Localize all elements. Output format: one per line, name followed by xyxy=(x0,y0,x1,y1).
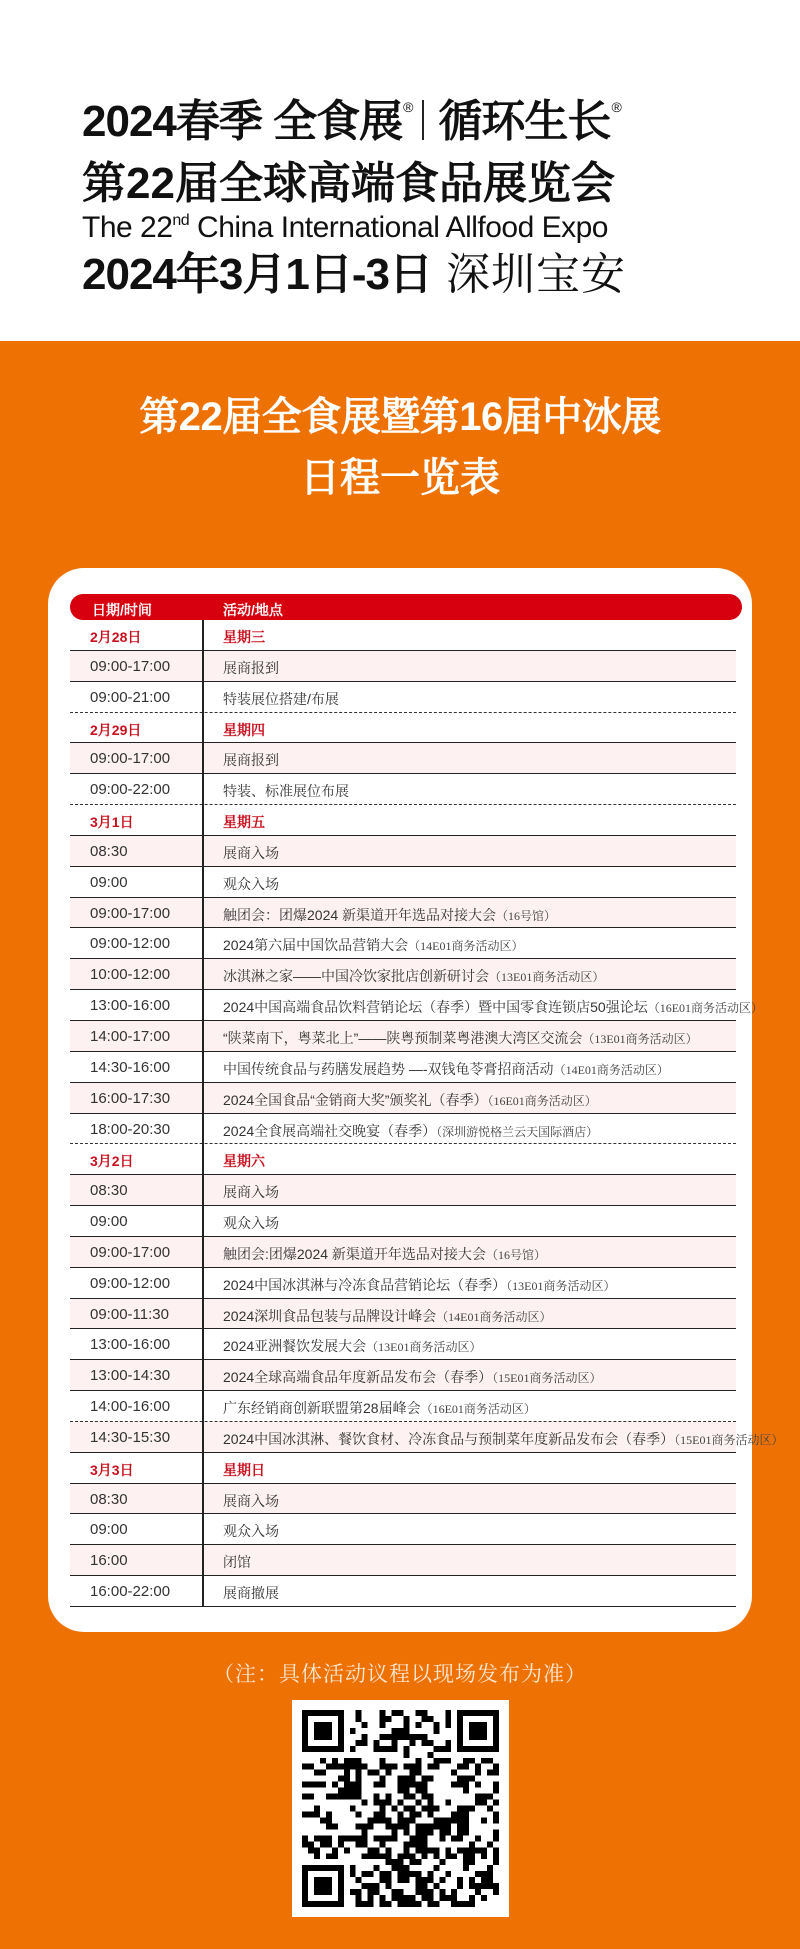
row-activity xyxy=(223,1367,602,1387)
day-weekday xyxy=(223,1460,265,1480)
row-activity xyxy=(223,966,604,986)
header-line-brand xyxy=(82,97,621,146)
table-row xyxy=(70,1114,736,1145)
activity-name: 观众入场 xyxy=(223,875,279,892)
row-activity xyxy=(223,689,339,709)
table-row xyxy=(70,1329,736,1360)
activity-name: 2024中国高端食品饮料营销论坛（春季）暨中国零食连锁店50强论坛 xyxy=(223,999,648,1016)
day-header-row xyxy=(70,1144,736,1175)
row-activity xyxy=(223,874,279,894)
row-time: 13:00-14:30 xyxy=(90,1367,171,1385)
row-time: 09:00-21:00 xyxy=(90,688,171,706)
row-time: 08:30 xyxy=(90,842,128,860)
table-row xyxy=(70,1484,736,1515)
day-date: 2月29日 xyxy=(90,721,142,738)
separator-bar xyxy=(422,100,424,140)
day-weekday xyxy=(223,812,265,832)
day-header-row xyxy=(70,713,736,744)
table-row xyxy=(70,1237,736,1268)
row-activity xyxy=(223,1552,251,1572)
activity-location: （16E01商务活动区） xyxy=(420,1402,536,1417)
row-activity xyxy=(223,1336,482,1356)
qr-code-icon xyxy=(292,1700,509,1917)
activity-name: 2024全球高端食品年度新品发布会（春季） xyxy=(223,1369,493,1386)
activity-name: 2024全国食品“金销商大奖”颁奖礼（春季） xyxy=(223,1091,488,1108)
activity-name: 观众入场 xyxy=(223,1215,279,1232)
day-date: 2月28日 xyxy=(90,629,142,645)
table-header xyxy=(70,594,742,620)
table-row xyxy=(70,1021,736,1052)
activity-name: 星期五 xyxy=(223,814,265,831)
activity-name: 特装展位搭建/布展 xyxy=(223,690,339,707)
registered-mark: ® xyxy=(403,99,413,115)
row-activity xyxy=(223,1090,597,1110)
header-season: 2024春季 xyxy=(82,97,274,146)
table-row xyxy=(70,928,736,959)
activity-location: （15E01商务活动区） xyxy=(492,1371,602,1386)
row-time: 09:00 xyxy=(90,1213,128,1231)
day-header-row xyxy=(70,805,736,836)
activity-name: 展商报到 xyxy=(223,659,279,676)
row-time: 16:00-17:30 xyxy=(90,1089,171,1107)
row-activity xyxy=(223,1028,698,1048)
row-activity xyxy=(223,1182,279,1202)
activity-name: 2024深圳食品包装与品牌设计峰会 xyxy=(223,1307,437,1324)
day-header-row xyxy=(70,1453,736,1484)
table-row xyxy=(70,1268,736,1299)
table-row xyxy=(70,1391,736,1422)
row-time: 16:00 xyxy=(90,1552,128,1570)
row-time: 14:00-16:00 xyxy=(90,1398,171,1416)
table-row xyxy=(70,1206,736,1237)
row-time: 09:00-22:00 xyxy=(90,781,171,799)
row-activity xyxy=(223,1121,598,1141)
row-time: 13:00-16:00 xyxy=(90,1336,171,1354)
row-activity xyxy=(223,1429,784,1449)
header-line-expo-cn: 第22届全球高端食品展览会 xyxy=(82,159,615,208)
footnote: （注：具体活动议程以现场发布为准） xyxy=(213,1663,587,1686)
row-time: 09:00-17:00 xyxy=(90,657,171,675)
row-activity xyxy=(223,905,556,925)
table-row xyxy=(70,1175,736,1206)
table-row xyxy=(70,1299,736,1330)
row-time: 10:00-12:00 xyxy=(90,966,171,984)
slogan: 循环生长 xyxy=(438,97,611,146)
day-weekday xyxy=(223,1151,265,1171)
row-activity xyxy=(223,1398,536,1418)
row-time: 09:00-12:00 xyxy=(90,1274,171,1292)
row-time: 09:00-12:00 xyxy=(90,935,171,953)
row-time: 09:00-11:30 xyxy=(90,1305,169,1323)
activity-name: 触团会：团爆2024 新渠道开年选品对接大会 xyxy=(223,906,497,923)
activity-location: （13E01商务活动区） xyxy=(506,1278,616,1293)
activity-name: 特装、标准展位布展 xyxy=(223,783,349,800)
activity-name: 2024第六届中国饮品营销大会 xyxy=(223,937,409,954)
activity-name: 闭馆 xyxy=(223,1554,251,1571)
activity-location: （16E01商务活动区） xyxy=(647,1001,764,1016)
day-weekday xyxy=(223,720,265,740)
activity-name: 2024亚洲餐饮发展大会 xyxy=(223,1338,367,1355)
row-activity xyxy=(223,658,279,678)
row-time: 14:30-16:00 xyxy=(90,1058,171,1076)
row-time: 08:30 xyxy=(90,1490,128,1508)
row-activity xyxy=(223,1491,279,1511)
row-activity xyxy=(223,750,279,770)
row-activity xyxy=(223,1213,279,1233)
day-weekday xyxy=(223,627,265,647)
row-activity xyxy=(223,1521,279,1541)
table-row xyxy=(70,867,736,898)
row-time: 14:00-17:00 xyxy=(90,1027,171,1045)
column-header-datetime: 日期/时间 xyxy=(92,602,152,618)
row-time: 09:00 xyxy=(90,873,128,891)
activity-location: （16号馆） xyxy=(496,908,557,923)
activity-name: 展商报到 xyxy=(223,752,279,769)
row-activity xyxy=(223,1275,616,1295)
row-activity xyxy=(223,1059,669,1079)
qr-code-graphic xyxy=(302,1710,499,1907)
row-activity xyxy=(223,1244,546,1264)
activity-name: 展商入场 xyxy=(223,844,279,861)
activity-name: 2024全食展高端社交晚宴（春季） xyxy=(223,1122,437,1139)
expo-dates: 2024年3月1日-3日 xyxy=(82,250,432,299)
table-row xyxy=(70,1576,736,1607)
table-row xyxy=(70,1422,784,1453)
day-date: 3月3日 xyxy=(90,1461,134,1478)
activity-name: 冰淇淋之家——中国冷饮家批店创新研讨会 xyxy=(223,968,489,985)
activity-location: （13E01商务活动区） xyxy=(366,1340,482,1355)
activity-name: 2024中国冰淇淋、餐饮食材、冷冻食品与预制菜年度新品发布会（春季） xyxy=(223,1430,675,1447)
activity-location: （15E01商务活动区） xyxy=(674,1432,784,1447)
activity-name: 星期六 xyxy=(223,1153,265,1170)
activity-name: 展商入场 xyxy=(223,1492,279,1509)
row-time: 16:00-22:00 xyxy=(90,1583,171,1601)
table-row xyxy=(70,651,736,682)
column-divider xyxy=(202,620,204,1607)
day-date: 3月2日 xyxy=(90,1153,134,1170)
row-activity xyxy=(223,997,763,1017)
activity-location: （16E01商务活动区） xyxy=(487,1093,597,1108)
row-time: 13:00-16:00 xyxy=(90,997,171,1015)
activity-location: （14E01商务活动区） xyxy=(436,1309,552,1324)
table-row xyxy=(70,1514,736,1545)
expo-en-part1: The 22 xyxy=(82,211,173,244)
table-row xyxy=(70,1360,736,1391)
activity-location: （14E01商务活动区） xyxy=(408,939,524,954)
activity-name: 星期日 xyxy=(223,1461,265,1478)
activity-name: 展商入场 xyxy=(223,1184,279,1201)
table-row xyxy=(70,743,736,774)
activity-name: 广东经销商创新联盟第28届峰会 xyxy=(223,1400,421,1417)
activity-name: 中国传统食品与药膳发展趋势 —-双钱龟苓膏招商活动 xyxy=(223,1060,554,1077)
ordinal-suffix: nd xyxy=(172,212,190,229)
row-time: 14:30-15:30 xyxy=(90,1428,171,1446)
day-header-row xyxy=(70,620,736,651)
table-row xyxy=(70,990,764,1021)
header-banner xyxy=(0,0,800,341)
activity-name: 星期四 xyxy=(223,721,265,738)
expo-en-part2: China International Allfood Expo xyxy=(189,211,608,244)
activity-name: “陕菜南下，粤菜北上”——陕粤预制菜粤港澳大湾区交流会 xyxy=(223,1029,583,1046)
activity-name: 2024中国冰淇淋与冷冻食品营销论坛（春季） xyxy=(223,1276,507,1293)
schedule-table xyxy=(70,620,784,1607)
row-time: 18:00-20:30 xyxy=(90,1120,171,1138)
header-line-expo-en xyxy=(82,213,608,243)
row-time: 09:00-17:00 xyxy=(90,1243,171,1261)
brand-name: 全食展 xyxy=(273,97,403,146)
activity-location: （深圳游悦格兰云天国际酒店） xyxy=(436,1124,599,1139)
activity-location: （13E01商务活动区） xyxy=(489,970,605,985)
schedule-title: 第22届全食展暨第16届中冰展 xyxy=(139,395,661,439)
table-row xyxy=(70,898,736,929)
table-row xyxy=(70,1052,736,1083)
table-row xyxy=(70,1545,736,1576)
row-activity xyxy=(223,1583,279,1603)
expo-location: 深圳宝安 xyxy=(445,250,626,299)
activity-name: 触团会:团爆2024 新渠道开年选品对接大会 xyxy=(223,1245,486,1262)
row-time: 09:00-17:00 xyxy=(90,904,171,922)
activity-location: （16号馆） xyxy=(485,1247,546,1262)
row-time: 08:30 xyxy=(90,1182,128,1200)
table-row xyxy=(70,774,736,805)
activity-location: （14E01商务活动区） xyxy=(553,1062,669,1077)
table-row xyxy=(70,959,736,990)
column-header-activity: 活动/地点 xyxy=(223,602,283,618)
row-activity xyxy=(223,935,524,955)
row-activity xyxy=(223,781,349,801)
row-time: 09:00-17:00 xyxy=(90,750,171,768)
activity-name: 观众入场 xyxy=(223,1523,279,1540)
day-date: 3月1日 xyxy=(90,814,134,831)
registered-mark: ® xyxy=(611,99,621,115)
activity-name: 星期三 xyxy=(223,629,265,645)
table-row xyxy=(70,682,736,713)
row-activity xyxy=(223,1306,552,1326)
header-line-date xyxy=(82,250,626,299)
schedule-subtitle: 日程一览表 xyxy=(300,456,500,500)
table-row xyxy=(70,836,736,867)
activity-name: 展商撤展 xyxy=(223,1585,279,1602)
row-time: 09:00 xyxy=(90,1521,128,1539)
table-row xyxy=(70,1083,736,1114)
activity-location: （13E01商务活动区） xyxy=(582,1031,698,1046)
row-activity xyxy=(223,843,279,863)
